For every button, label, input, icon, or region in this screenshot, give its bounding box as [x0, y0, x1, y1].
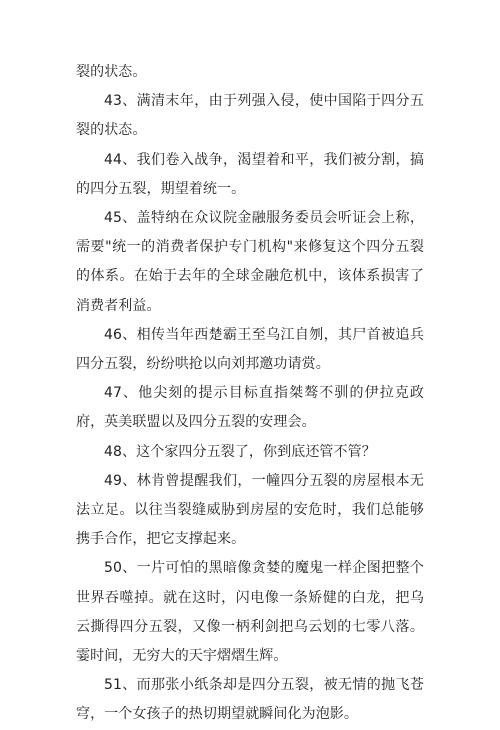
paragraph-49: 49、林肯曾提醒我们，一幢四分五裂的房屋根本无法立足。以往当裂缝威胁到房屋的安危时，我们总能够携手合作，把它支撑起来。: [76, 472, 424, 548]
paragraph-43: 43、满清末年，由于列强入侵，使中国陷于四分五裂的状态。: [76, 93, 424, 139]
paragraph-45: 45、盖特纳在众议院金融服务委员会听证会上称，需要"统一的消费者保护专门机构"来修复这个四分五裂的体系。在始于去年的全球金融危机中，该体系损害了消费者利益。: [76, 210, 424, 314]
paragraph-50: 50、一片可怕的黑暗像贪婪的魔鬼一样企图把整个世界吞噬掉。就在这时，闪电像一条矫健的白龙，把乌云撕得四分五裂，又像一柄利剑把乌云划的七零八落。霎时间，无穷大的天宇熠熠生辉。: [76, 560, 424, 665]
paragraph-47: 47、他尖刻的提示目标直指桀骜不驯的伊拉克政府，英美联盟以及四分五裂的安理会。: [76, 385, 424, 431]
paragraph-46: 46、相传当年西楚霸王至乌江自刎，其尸首被追兵四分五裂，纷纷哄抢以向刘邦邀功请赏。: [76, 326, 424, 373]
paragraph-48: 48、这个家四分五裂了，你到底还管不管？: [104, 443, 376, 460]
paragraph-51: 51、而那张小纸条却是四分五裂，被无情的抛飞苍穹，一个女孩子的热切期望就瞬间化为泡影。: [76, 677, 424, 723]
paragraph-44: 44、我们卷入战争，渴望着和平，我们被分割，搞的四分五裂，期望着统一。: [76, 151, 424, 197]
paragraph-continuation: 裂的状态。: [76, 64, 147, 80]
